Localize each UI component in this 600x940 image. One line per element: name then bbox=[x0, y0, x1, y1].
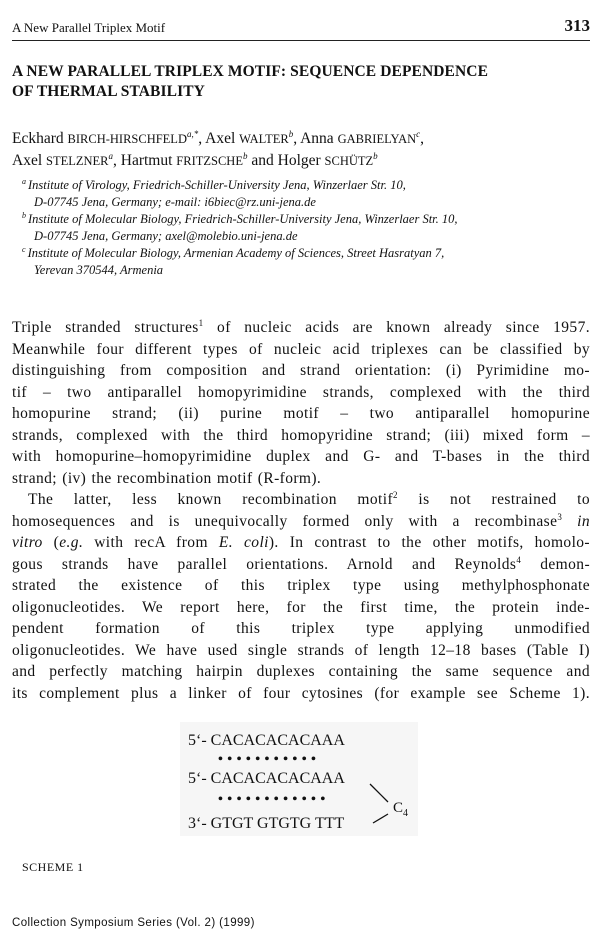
text-line: and perfectly matching hairpin duplexes containing the same sequence and bbox=[12, 663, 590, 680]
linker-line-lower bbox=[373, 814, 388, 823]
author-list bbox=[12, 128, 592, 172]
affiliations bbox=[22, 177, 592, 279]
strand-1-sequence: 5‘- CACACACACAAA bbox=[188, 732, 345, 749]
author: Axel STELZNER$^a$, bbox=[12, 151, 121, 169]
scheme-caption: SCHEME 1 bbox=[22, 860, 84, 874]
affiliation: $^c$ Institute of Molecular Biology, Armenian Academy of Sciences, Street Hasratyan 7, bbox=[22, 245, 445, 260]
running-head bbox=[12, 10, 590, 41]
author: Hartmut FRITZSCHE$^b$ and bbox=[120, 151, 278, 169]
text-line: its complement plus a linker of four cytosines (for example see Scheme 1). bbox=[12, 684, 590, 702]
affiliation: $^b$ Institute of Molecular Biology, Friedrich-Schiller-University Jena, Winzerlaer Str. 10, bbox=[22, 211, 458, 226]
strand-2-sequence: 5‘- CACACACACAAA bbox=[188, 770, 345, 787]
affiliation-continued: D-07745 Jena, Germany; axel@molebio.uni-jena.de bbox=[34, 229, 298, 243]
strand-3-sequence: 3‘- GTGT GTGTG TTT bbox=[188, 815, 345, 832]
text-line: tif – two antiparallel homopyrimidine strands, complexed with the third bbox=[12, 383, 590, 401]
text-line: homopurine strand; (ii) purine motif – two antiparallel homopurine bbox=[12, 405, 590, 422]
paper-title-line: A NEW PARALLEL TRIPLEX MOTIF: SEQUENCE DEPENDENCE bbox=[12, 63, 489, 80]
text-line: distinguishing from composition and strand orientation: (i) Pyrimidine mo- bbox=[12, 362, 590, 379]
cytosine-linker-label: $C_4$ bbox=[393, 800, 409, 819]
affiliation-continued: D-07745 Jena, Germany; e-mail: i6biec@rz.uni-jena.de bbox=[34, 195, 316, 209]
scheme-figure bbox=[180, 722, 418, 836]
text-line: strated the existence of this triplex type using methylphosphonate bbox=[12, 577, 590, 594]
author: Holger SCHÜTZ$^b$ bbox=[277, 151, 378, 169]
author: Anna GABRIELYAN$^c$, bbox=[300, 129, 425, 147]
author: Eckhard BIRCH-$HIRSCHFELD^{a,*}$, bbox=[12, 129, 206, 147]
text-line: The latter, less known recombination motif$^2$ is not restrained to bbox=[28, 490, 590, 508]
body-text bbox=[12, 317, 590, 704]
affiliation: $^a$ Institute of Virology, Friedrich-Schiller-University Jena, Winzerlaer Str. 10, bbox=[22, 177, 406, 192]
text-line: oligonucleotides. We report here, for the first time, the protein inde- bbox=[12, 598, 590, 616]
paper-title bbox=[12, 62, 592, 102]
text-line: strand; (iv) the recombination motif (R-form). bbox=[12, 469, 322, 487]
linker-line-upper bbox=[370, 784, 388, 802]
text-line: vitro (e.g. with recA from E. coli). In contrast to the other motifs, homolo- bbox=[12, 534, 590, 551]
text-line: homosequences and is unequivocally formed only with a recombinase$^3$ in bbox=[12, 511, 590, 530]
text-line: oligonucleotides. We have used single strands of length 12–18 bases (Table I) bbox=[12, 641, 590, 659]
affiliation-continued: Yerevan 370544, Armenia bbox=[34, 263, 164, 277]
author: Axel WALTER$^b$, bbox=[205, 129, 301, 147]
hoogsteen-pairing-dots: ••••••••••• bbox=[218, 752, 321, 767]
paper-title-line: OF THERMAL STABILITY bbox=[12, 83, 205, 100]
running-title: A New Parallel Triplex Motif bbox=[12, 20, 166, 35]
text-line: gous strands have parallel orientations. Arnold and Reynolds$^4$ demon- bbox=[12, 554, 590, 573]
text-line: pendent formation of this triplex type applying unmodified bbox=[12, 620, 590, 637]
footer-citation: Collection Symposium Series (Vol. 2) (1999) bbox=[12, 917, 255, 929]
text-line: Meanwhile four different types of nucleic acid triplexes can be classified by bbox=[12, 340, 590, 358]
text-line: Triple stranded structures$^1$ of nucleic acids are known already since 1957. bbox=[12, 318, 590, 336]
watson-crick-pairing-dots: •••••••••••• bbox=[218, 792, 330, 807]
page-number: 313 bbox=[564, 16, 590, 35]
text-line: strands, complexed with the third homopyridine strand; (iii) mixed form – bbox=[12, 426, 590, 444]
text-line: with homopurine–homopyrimidine duplex and G- and T-bases in the third bbox=[12, 448, 590, 465]
